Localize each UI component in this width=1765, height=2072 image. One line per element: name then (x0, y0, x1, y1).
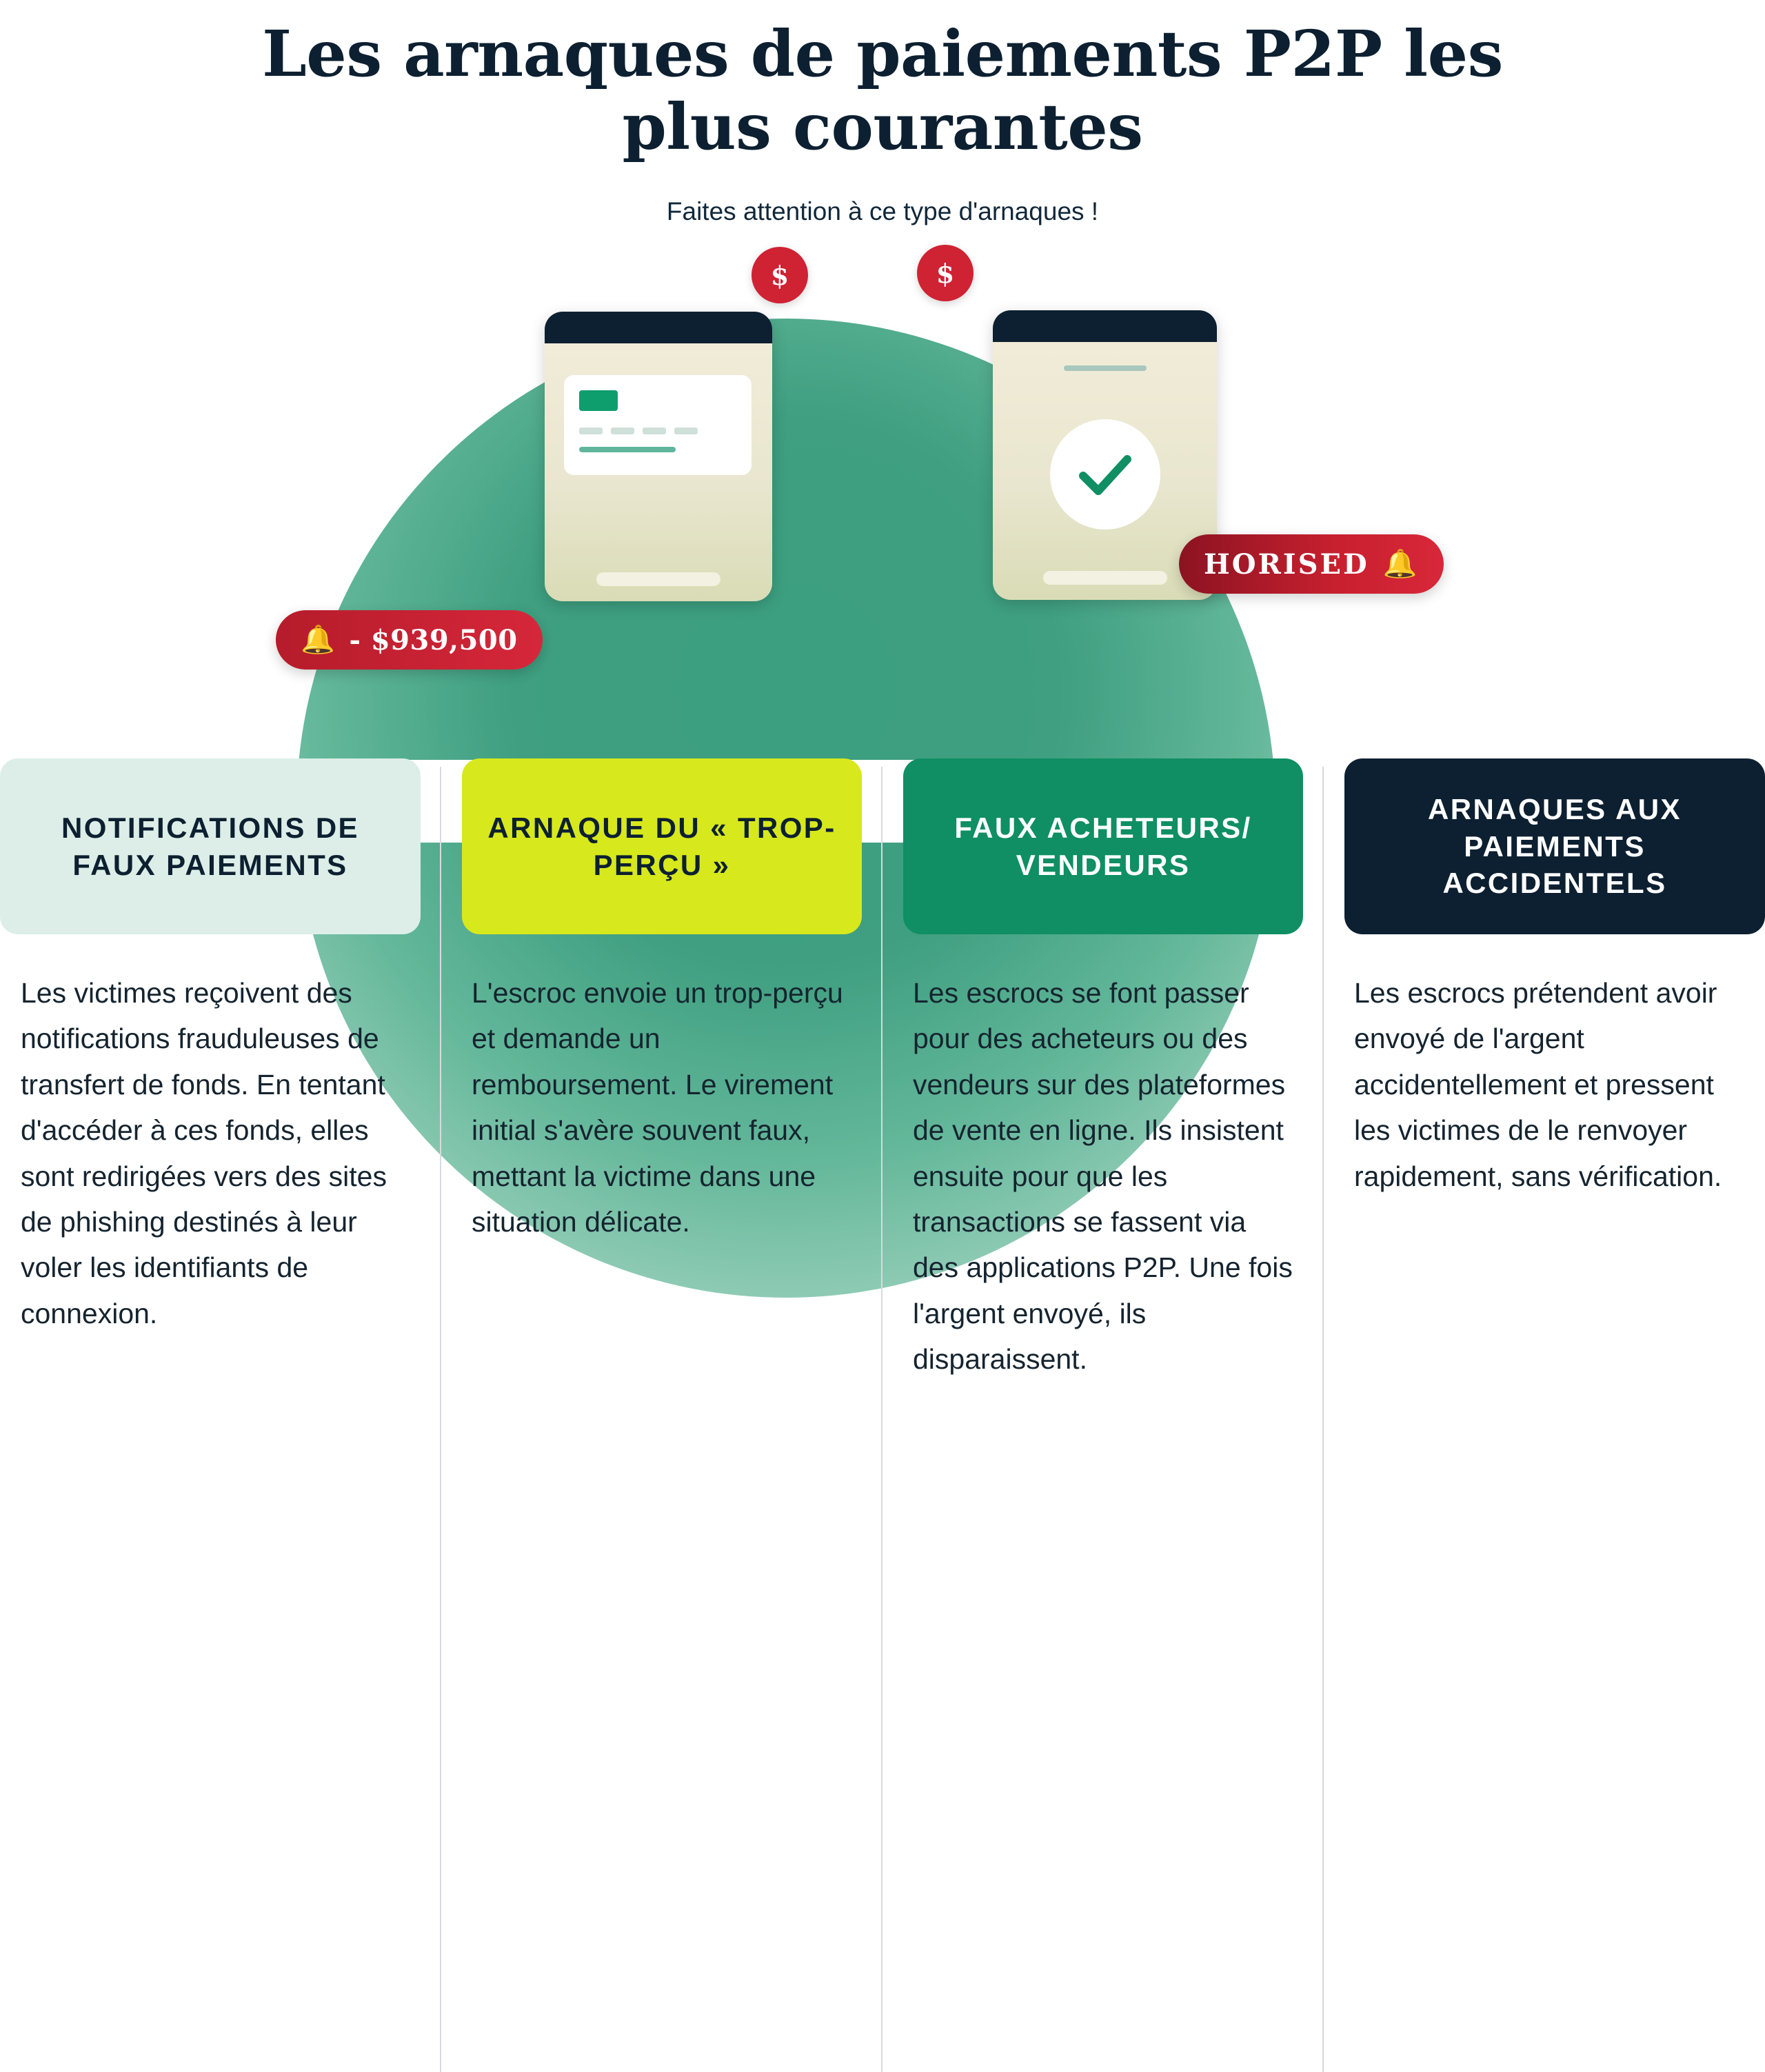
scam-text-1: Les victimes reçoivent des notifications frauduleuses de transfert de fonds. En tentant d'accéder à ces fonds, elles sont redirigées vers des sites de phishing destinés à leur voler les identifiants de connexion. (21, 977, 387, 1329)
card-chip-icon (579, 390, 618, 411)
alert-pill-amount-text: - $939,500 (349, 623, 518, 656)
scam-label-4: ARNAQUES AUX PAIEMENTS ACCIDENTELS (1344, 758, 1765, 934)
payment-card-icon (564, 375, 752, 475)
page-subtitle: Faites attention à ce type d'arnaques ! (666, 197, 1099, 225)
dollar-coin-icon: $ (917, 245, 974, 301)
illustration (0, 257, 1765, 786)
scam-text-3: Les escrocs se font passer pour des acheteurs ou des vendeurs sur des plateformes de vente en ligne. Ils insistent ensuite pour que les transactions se fassent via des applications P2P. Une fois l'argent envoyé, ils disparaissent. (913, 977, 1293, 1376)
alert-pill-unauthorised (1179, 534, 1444, 594)
scam-column-fake-payment-notifications (0, 758, 441, 1382)
scam-column-overpayment (441, 758, 882, 1382)
scam-column-fake-buyers-sellers (882, 758, 1324, 1382)
phone-home-bar (1043, 571, 1167, 585)
scam-text-2: L'escroc envoie un trop-perçu et demande un remboursement. Le virement initial s'avère souvent faux, mettant la victime dans une situation délicate. (472, 977, 843, 1238)
dollar-coin-icon: $ (752, 247, 808, 303)
scam-label-1: NOTIFICATIONS DE FAUX PAIEMENTS (0, 758, 421, 934)
alert-pill-amount (276, 610, 543, 670)
bell-icon: 🔔 (1382, 547, 1420, 580)
scam-text-4: Les escrocs prétendent avoir envoyé de l'argent accidentellement et pressent les victimes de le renvoyer rapidement, sans vérification. (1354, 977, 1722, 1192)
scam-column-accidental-payments (1324, 758, 1765, 1382)
phone-status-bar (993, 310, 1217, 342)
phone-header-line (1064, 365, 1147, 371)
scam-label-3: FAUX ACHETEURS/ VENDEURS (903, 758, 1303, 934)
bell-icon: 🔔 (301, 623, 336, 656)
phone-left (545, 312, 772, 601)
card-number-dots (579, 428, 698, 434)
page-title: Les arnaques de paiements P2P les plus courantes (262, 17, 1503, 164)
scam-columns (0, 758, 1765, 1382)
scam-label-2: ARNAQUE DU « TROP-PERÇU » (462, 758, 862, 934)
phone-screen (545, 343, 772, 601)
check-circle-icon (1050, 419, 1160, 530)
header (0, 0, 1765, 226)
card-name-line (579, 447, 676, 452)
phone-home-bar (596, 572, 720, 586)
alert-pill-unauthorised-text: HORISED (1204, 547, 1369, 581)
phone-status-bar (545, 312, 772, 343)
